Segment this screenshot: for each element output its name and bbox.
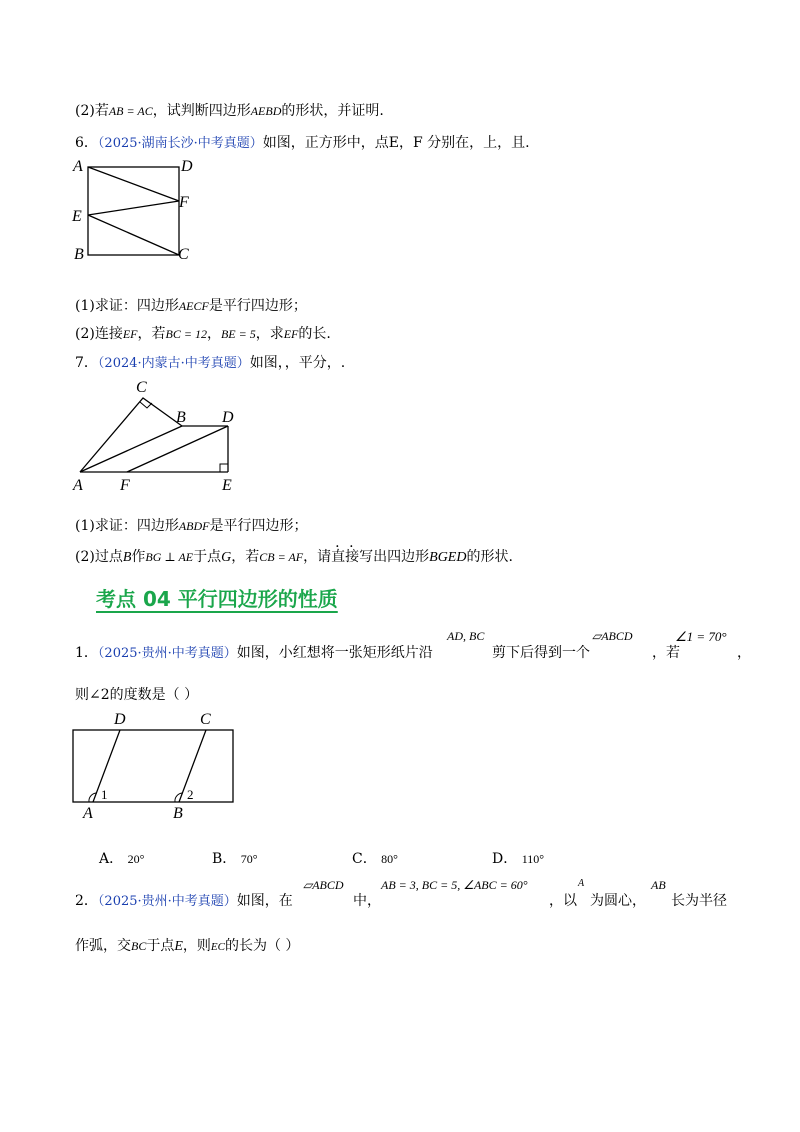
q6-label-A: A [73, 158, 83, 175]
s1-option-a[interactable]: A． 20° [99, 851, 145, 867]
s2-math-a: A [578, 878, 585, 889]
s1-source: （2025·贵州·中考真题） [97, 646, 237, 661]
s1-stem: 1．（2025·贵州·中考真题）如图，小红想将一张矩形纸片沿 [75, 645, 433, 661]
s1-math-abcd: ▱ABCD [592, 629, 633, 643]
s2-math-abcd: ▱ABCD [303, 878, 344, 892]
s1-option-b[interactable]: B． 70° [212, 851, 258, 867]
s1-stem-c: ，若 [652, 645, 680, 661]
s2-math-ab: AB [651, 878, 666, 892]
q7-label-C: C [136, 379, 147, 396]
q7-part2: (2)过点B作BG ⊥ AE于点G，若CB = AF，请直接写出四边形BGED的形状. [75, 549, 513, 565]
s1-math-angle1: ∠1 = 70° [675, 629, 727, 644]
s2-source: （2025·贵州·中考真题） [97, 894, 237, 909]
s2-math-given: AB = 3, BC = 5, ∠ABC = 60° [381, 878, 528, 892]
section-heading: 考点 04 平行四边形的性质 [96, 587, 338, 611]
q6-label-E: E [72, 208, 82, 225]
s2-stem: 2．（2025·贵州·中考真题）如图，在 [75, 893, 293, 909]
q5-part2: (2)若AB = AC，试判断四边形AEBD的形状，并证明. [75, 103, 384, 119]
q6-part2: (2)连接EF，若BC = 12，BE = 5，求EF的长. [75, 326, 331, 342]
s1-stem-line2: 则∠2的度数是（ ） [75, 687, 199, 703]
q7-figure [70, 378, 250, 493]
q6-label-F: F [179, 194, 189, 211]
s1-label-D: D [114, 711, 126, 728]
q6-stem: 6．（2025·湖南长沙·中考真题）如图，正方形中，点E，F 分别在，上，且. [75, 135, 530, 151]
s1-stem-b: 剪下后得到一个 [492, 645, 590, 661]
q7-label-F: F [120, 477, 130, 494]
s1-stem-d: ， [737, 645, 751, 661]
s1-option-c[interactable]: C． 80° [352, 851, 398, 867]
s2-stem-d: 为圆心， [590, 893, 646, 909]
s1-label-2: 2 [187, 787, 194, 802]
s2-stem-b: 中， [353, 893, 381, 909]
s1-label-B: B [173, 805, 183, 822]
q6-figure [70, 155, 200, 265]
s1-label-1: 1 [101, 787, 108, 802]
s1-label-C: C [200, 711, 211, 728]
q7-part1: (1)求证：四边形ABDF是平行四边形； [75, 518, 308, 534]
q7-stem: 7．（2024·内蒙古·中考真题）如图，，平分，. [75, 355, 346, 371]
s1-math-adbc: AD, BC [447, 629, 485, 643]
q7-label-A: A [73, 477, 83, 494]
q7-label-D: D [222, 409, 234, 426]
s1-figure [70, 710, 240, 822]
s2-stem-e: 长为半径 [671, 893, 727, 909]
q7-source: （2024·内蒙古·中考真题） [97, 356, 250, 371]
s2-line2: 作弧，交BC于点E，则EC的长为（ ） [75, 938, 300, 954]
q6-label-B: B [74, 246, 84, 263]
q6-label-C: C [178, 246, 189, 263]
s1-option-d[interactable]: D． 110° [492, 851, 545, 867]
q6-part1: (1)求证：四边形AECF是平行四边形； [75, 298, 307, 314]
s1-label-A: A [83, 805, 93, 822]
q7-label-B: B [176, 409, 186, 426]
q7-label-E: E [222, 477, 232, 494]
s2-stem-c: ，以 [549, 893, 577, 909]
q6-label-D: D [181, 158, 193, 175]
q6-source: （2025·湖南长沙·中考真题） [97, 136, 263, 151]
